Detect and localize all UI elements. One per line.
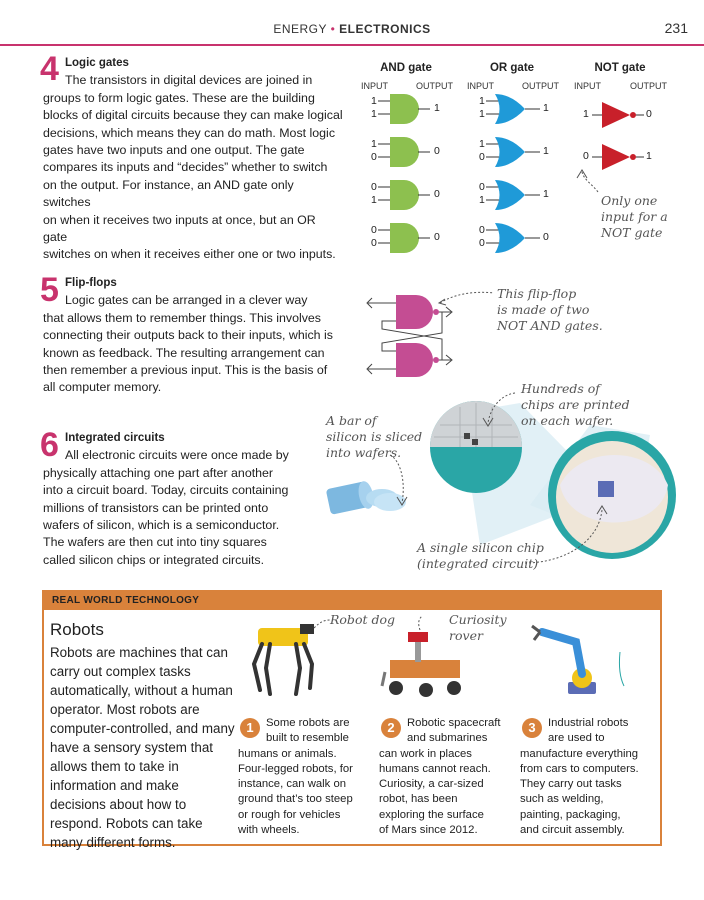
text-line: The wafers are then cut into tiny squares [43, 535, 267, 550]
and-in-a: 0 [371, 224, 377, 236]
or-gate-row-4 [486, 223, 540, 253]
not-gate-title: NOT gate [594, 62, 646, 74]
item-number-3: 3 [522, 718, 542, 738]
and-out: 0 [434, 145, 440, 157]
or-gate-row-3 [486, 180, 540, 210]
note-line: NOT AND gates. [497, 318, 603, 333]
text-line: of Mars since 2012. [379, 824, 478, 837]
not-out: 0 [646, 108, 652, 120]
text-line: manufacture everything [520, 747, 639, 760]
or-in-b: 0 [479, 237, 485, 249]
text-line: or rough for vehicles [238, 808, 341, 821]
text-line: decisions, which means they can do math. Most logic [43, 125, 336, 140]
text-line: physically attaching one part after another [43, 465, 274, 480]
not-in: 1 [583, 108, 589, 120]
text-line: wafers of silicon, which is a semiconductor. [43, 518, 280, 533]
text-line: are used to [548, 732, 605, 745]
text-line: on when it receives two inputs at once, but an OR gate [43, 212, 316, 245]
or-output-label: OUTPUT [522, 81, 559, 91]
note-line: input for a [601, 209, 668, 224]
or-in-a: 0 [479, 181, 485, 193]
text-line: from cars to computers. [520, 762, 639, 775]
robots-intro: Robots are machines that can carry out complex tasks automatically, without a human operator. Most robots are computer-controlled, and many have a sensory system that allows them to take in information and make decisions about how to respond. Robots can take many different forms. [50, 645, 235, 850]
flip-flops-title: Flip-flops [65, 277, 117, 289]
section-number-6: 6 [40, 426, 59, 464]
item-number-1: 1 [240, 718, 260, 738]
text-line: millions of transistors can be printed onto [43, 500, 269, 515]
note-line: This flip-flop [497, 286, 577, 301]
text-line: groups to form logic gates. These are the building [43, 90, 315, 105]
text-line: Logic gates can be arranged in a clever way [65, 293, 308, 308]
or-out: 1 [543, 188, 549, 200]
not-output-label: OUTPUT [630, 81, 667, 91]
not-gate-row-1 [592, 102, 644, 128]
or-in-b: 0 [479, 151, 485, 163]
note-line: silicon is sliced [326, 429, 423, 444]
and-gate-row-3 [378, 180, 430, 210]
wafer-note [521, 381, 630, 429]
or-in-a: 1 [479, 138, 485, 150]
text-line: painting, packaging, [520, 808, 621, 821]
text-line: and circuit assembly. [520, 824, 625, 837]
note-line: NOT gate [601, 225, 663, 240]
and-output-label: OUTPUT [416, 81, 453, 91]
text-line: All electronic circuits were once made by [65, 448, 289, 463]
text-line: compares its inputs and “decides” whether to switch [43, 160, 328, 175]
robot-item-2 [379, 716, 507, 838]
and-gate-row-4 [378, 223, 430, 253]
text-line: robot, has been [379, 793, 458, 806]
or-in-b: 1 [479, 194, 485, 206]
text-line: and submarines [407, 732, 488, 745]
note-line: A single silicon chip [417, 540, 544, 555]
robot-dog-label: Robot dog [330, 612, 395, 627]
and-in-b: 1 [371, 108, 377, 120]
silicon-chip-icon [548, 431, 676, 559]
silicon-bar-icon [326, 480, 406, 515]
or-in-a: 0 [479, 224, 485, 236]
note-line: A bar of [326, 413, 377, 428]
text-line: gates have two inputs and one output. The gate [43, 143, 305, 158]
not-in: 0 [583, 150, 589, 162]
or-in-a: 1 [479, 95, 485, 107]
text-line: known as feedback. The resulting arrangement can [43, 345, 325, 360]
flip-flop-note [497, 286, 603, 334]
and-input-label: INPUT [361, 81, 388, 91]
note-line: Only one [601, 193, 658, 208]
robots-title: Robots [50, 620, 104, 639]
flip-flops-text [43, 275, 343, 397]
text-line: instance, can walk on [238, 778, 347, 791]
running-header [0, 22, 704, 36]
industrial-robot-arm-icon [532, 626, 624, 694]
and-gate-row-1 [378, 94, 430, 124]
text-line: blocks of digital circuits because they can make logical [43, 108, 343, 123]
and-out: 0 [434, 188, 440, 200]
text-line: switches on when it receives either one or two inputs. [43, 247, 336, 262]
or-gate-row-1 [486, 94, 540, 124]
robot-item-1 [238, 716, 366, 838]
and-gate-title: AND gate [380, 62, 432, 74]
integrated-circuits-title: Integrated circuits [65, 432, 165, 444]
text-line: that allows them to remember things. This involves [43, 310, 321, 325]
note-line: Curiosity [449, 612, 507, 627]
box-header-bar [44, 592, 660, 610]
robot-item-3 [520, 716, 654, 838]
text-line: Curiosity, a car-sized [379, 778, 484, 791]
text-line: then remember a previous input. This is the basis of [43, 363, 328, 378]
text-line: can work in places [379, 747, 472, 760]
and-out: 0 [434, 231, 440, 243]
text-line: The transistors in digital devices are joined in [65, 73, 313, 88]
and-out: 1 [434, 102, 440, 114]
text-line: Industrial robots [548, 717, 629, 729]
and-in-a: 1 [371, 138, 377, 150]
or-input-label: INPUT [467, 81, 494, 91]
text-line: They carry out tasks [520, 778, 622, 791]
text-line: on the output. For instance, an AND gate only switches [43, 177, 294, 210]
note-line: is made of two [497, 302, 590, 317]
integrated-circuits-text [43, 430, 293, 569]
not-out: 1 [646, 150, 652, 162]
and-in-a: 1 [371, 95, 377, 107]
chip-note [417, 540, 544, 572]
text-line: ground that’s too steep [238, 793, 353, 806]
header-rule [0, 44, 704, 46]
page-number: 231 [664, 20, 688, 36]
text-line: humans cannot reach. [379, 762, 491, 775]
silicon-bar-note [326, 413, 422, 461]
text-line: Robotic spacecraft [407, 717, 501, 729]
section-number-4: 4 [40, 50, 59, 88]
note-line: Hundreds of [521, 381, 600, 396]
text-line: built to resemble [266, 732, 349, 745]
or-in-b: 1 [479, 108, 485, 120]
note-line: rover [449, 628, 483, 643]
text-line: with wheels. [238, 824, 300, 837]
text-line: into a circuit board. Today, circuits containing [43, 483, 289, 498]
and-in-b: 1 [371, 194, 377, 206]
and-in-a: 0 [371, 181, 377, 193]
section-number-5: 5 [40, 271, 59, 309]
flip-flop-diagram [366, 285, 506, 385]
text-line: humans or animals. [238, 747, 337, 760]
robot-dog-icon [254, 620, 330, 694]
text-line: called silicon chips or integrated circuits. [43, 552, 265, 567]
text-line: all computer memory. [43, 380, 162, 395]
header-separator: • [330, 22, 336, 36]
item-number-2: 2 [381, 718, 401, 738]
logic-gates-text [43, 55, 343, 264]
logic-gates-title: Logic gates [65, 57, 129, 69]
header-chapter: ELECTRONICS [339, 22, 431, 36]
not-note-arrow [582, 172, 598, 192]
or-out: 1 [543, 102, 549, 114]
or-gate-row-2 [486, 137, 540, 167]
text-line: Some robots are [266, 717, 350, 729]
note-line: on each wafer. [521, 413, 614, 428]
and-in-b: 0 [371, 237, 377, 249]
box-header-label: REAL WORLD TECHNOLOGY [52, 595, 200, 606]
or-out: 0 [543, 231, 549, 243]
text-line: Four-legged robots, for [238, 762, 353, 775]
text-line: connecting their outputs back to their inputs, which is [43, 328, 333, 343]
not-gate-row-2 [592, 144, 644, 170]
and-in-b: 0 [371, 151, 377, 163]
header-section: ENERGY [273, 22, 327, 36]
rover-label [449, 612, 507, 644]
and-gate-row-2 [378, 137, 430, 167]
text-line: exploring the surface [379, 808, 484, 821]
note-line: into wafers. [326, 445, 402, 460]
or-gate-title: OR gate [489, 62, 535, 74]
not-gate-note [601, 193, 668, 241]
note-line: (integrated circuit) [417, 556, 539, 571]
note-line: chips are printed [521, 397, 630, 412]
or-out: 1 [543, 145, 549, 157]
text-line: such as welding, [520, 793, 604, 806]
wafer-icon [430, 401, 522, 493]
not-input-label: INPUT [574, 81, 601, 91]
